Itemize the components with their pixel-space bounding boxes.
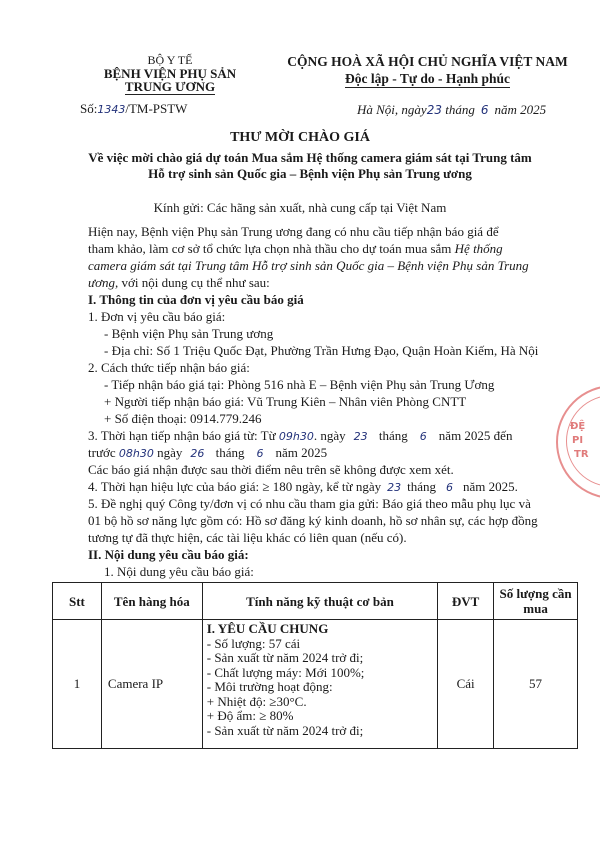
item4-month: 6 (445, 481, 453, 494)
intro-line-4-italic: ương, (88, 275, 119, 290)
item3-to-day: 26 (190, 447, 205, 460)
section-1-item-2b: + Người tiếp nhận báo giá: Vũ Trung Kiên – Nhân viên Phòng CNTT (104, 394, 467, 409)
spec-line: - Sản xuất từ năm 2024 trở đi; (206, 722, 364, 738)
spec-line: - Môi trường hoạt động: (206, 679, 333, 694)
document-subject (40, 150, 580, 182)
quotation-table (52, 582, 578, 749)
spec-line: - Số lượng: 57 cái (206, 635, 301, 651)
item3-from-day: 23 (353, 430, 368, 443)
section-1-item-3-line2 (88, 444, 327, 462)
subject-line-1: Về việc mời chào giá dự toán Mua sắm Hệ thống camera giám sát tại Trung tâm (88, 150, 532, 165)
subject-line-2: Hỗ trợ sinh sản Quốc gia – Bệnh viện Phụ sản Trung ương (148, 166, 472, 181)
letterhead-left (80, 54, 260, 95)
date-year: năm 2025 (494, 102, 547, 117)
section-1-item-5-line2: 01 bộ hồ sơ năng lực gồm có: Hồ sơ đăng ký kinh doanh, hồ sơ nhân sự, các hợp đồng (88, 513, 538, 528)
item4-day: 23 (387, 481, 402, 494)
cell-stt: 1 (53, 620, 102, 749)
section-1-item-1: 1. Đơn vị yêu cầu báo giá: (88, 309, 226, 324)
item3-day-label-2: ngày (157, 445, 183, 460)
intro-line-4-text: với nội dung cụ thể như sau: (121, 275, 270, 290)
item3-month-label: tháng (378, 428, 408, 443)
section-1-item-3-note: Các báo giá nhận được sau thời điểm nêu trên sẽ không được xem xét. (88, 462, 454, 477)
republic-name: CỘNG HOÀ XÃ HỘI CHỦ NGHĨA VIỆT NAM (287, 54, 568, 69)
national-motto: Độc lập - Tự do - Hạnh phúc (344, 71, 511, 86)
section-1-item-1a: - Bệnh viện Phụ sản Trung ương (104, 326, 274, 341)
letterhead-right (265, 53, 590, 88)
section-1-item-5-line3: tương tự đã thực hiện, các tài liệu khác có liên quan (nếu có). (88, 530, 407, 545)
section-1-item-2a: - Tiếp nhận báo giá tại: Phòng 516 nhà E – Bệnh viện Phụ sản Trung Ương (104, 377, 495, 392)
document-title: THƯ MỜI CHÀO GIÁ (230, 130, 370, 145)
hospital-name-line2: TRUNG ƯƠNG (124, 79, 216, 94)
table-row (53, 620, 578, 749)
col-header-specs: Tính năng kỹ thuật cơ bản (202, 583, 437, 620)
item3-to-year: năm 2025 (275, 445, 328, 460)
item3-from-month: 6 (419, 430, 427, 443)
spec-line: - Chất lượng máy: Mới 100%; (206, 664, 365, 680)
item3-month-label-2: tháng (215, 445, 245, 460)
spec-heading: I. YÊU CẦU CHUNG (206, 621, 329, 636)
document-number (80, 100, 187, 118)
item4-month-label: tháng (407, 479, 436, 494)
intro-line-2-italic: Hệ thống (454, 241, 503, 256)
item3-from-time: 09h30 (278, 430, 314, 443)
recipient-line: Kính gửi: Các hãng sản xuất, nhà cung cấp tại Việt Nam (153, 200, 447, 215)
col-header-item-name: Tên hàng hóa (101, 583, 202, 620)
col-header-quantity: Số lượng cần mua (494, 583, 578, 620)
item4-year: năm 2025. (462, 479, 518, 494)
date-month: 6 (480, 103, 489, 117)
date-month-label: tháng (445, 102, 475, 117)
intro-line-4 (88, 274, 270, 291)
section-1-heading: I. Thông tin của đơn vị yêu cầu báo giá (88, 292, 304, 307)
issue-date (357, 101, 546, 119)
intro-line-2-text: tham khảo, làm cơ sở tổ chức lựa chọn nhà thầu cho dự toán mua sắm (88, 241, 452, 256)
section-1-item-2: 2. Cách thức tiếp nhận báo giá: (88, 360, 250, 375)
number-prefix: Số: (80, 101, 98, 116)
section-1-item-5-line1: 5. Đề nghị quý Công ty/đơn vị có nhu cầu tham gia gửi: Báo giá theo mẫu phụ lục và (88, 496, 531, 511)
cell-item-name: Camera IP (101, 620, 202, 749)
stamp-text-1: ĐỆ (570, 421, 586, 432)
item3-year-to: năm 2025 đến (438, 428, 513, 443)
stamp-text-2: PI (572, 435, 584, 446)
cell-specs (202, 620, 437, 749)
handwritten-number: 1343 (97, 103, 126, 116)
spec-line: + Nhiệt độ: ≥30°C. (206, 693, 307, 709)
item3-to-time: 08h30 (118, 447, 154, 460)
ministry-name: BỘ Y TẾ (147, 53, 193, 67)
item3-to-month: 6 (256, 447, 264, 460)
intro-line-2 (88, 240, 503, 257)
date-prefix: Hà Nội, ngày (357, 102, 427, 117)
hospital-name-line1: BỆNH VIỆN PHỤ SẢN (103, 66, 237, 81)
table-header-row (53, 583, 578, 620)
section-1-item-4 (88, 478, 518, 496)
section-2-item-1: 1. Nội dung yêu cầu báo giá: (104, 564, 254, 579)
intro-line-1: Hiện nay, Bệnh viện Phụ sản Trung ương đang có nhu cầu tiếp nhận báo giá để (88, 224, 499, 239)
col-header-unit: ĐVT (438, 583, 494, 620)
section-1-item-2c: + Số điện thoại: 0914.779.246 (104, 411, 262, 426)
cell-unit: Cái (438, 620, 494, 749)
number-suffix: /TM-PSTW (125, 101, 188, 116)
section-1-item-3-line1: 3. Thời hạn tiếp nhận báo giá từ: Từ 09h30. ngày 23 tháng 6 năm 2025 đến (88, 428, 513, 443)
section-1-item-1b: - Địa chỉ: Số 1 Triệu Quốc Đạt, Phường Trần Hưng Đạo, Quận Hoàn Kiếm, Hà Nội (104, 343, 539, 358)
item4-start: 4. Thời hạn hiệu lực của báo giá: ≥ 180 ngày, kể từ ngày (88, 479, 382, 494)
date-day: 23 (426, 103, 442, 117)
spec-line: + Độ ẩm: ≥ 80% (206, 708, 294, 723)
col-header-stt: Stt (53, 583, 102, 620)
item3-day-label: ngày (320, 428, 346, 443)
red-seal-stamp (556, 385, 600, 499)
item3-before: trước (88, 445, 116, 460)
section-2-heading: II. Nội dung yêu cầu báo giá: (88, 547, 249, 562)
stamp-text-3: TR (574, 449, 589, 460)
spec-line: - Sản xuất từ năm 2024 trở đi; (206, 650, 364, 665)
item3-start: 3. Thời hạn tiếp nhận báo giá từ: Từ (88, 428, 276, 443)
intro-line-3: camera giám sát tại Trung tâm Hỗ trợ sinh sản Quốc gia – Bệnh viện Phụ sản Trung (88, 258, 529, 273)
cell-quantity: 57 (494, 620, 578, 749)
